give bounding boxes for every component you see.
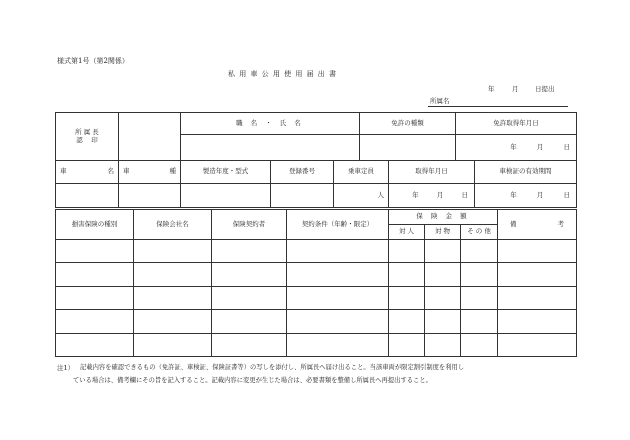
amount-person-cell[interactable] — [389, 310, 425, 334]
name-label: 名 — [107, 167, 114, 176]
remarks-cell[interactable] — [498, 240, 577, 263]
ins-holder-header: 保険契約者 — [212, 210, 287, 240]
amount-other-header: そ の 他 — [461, 225, 498, 240]
reg-no-header: 登録番号 — [271, 161, 334, 184]
table-row — [56, 334, 577, 357]
affiliation-label: 所属名 — [430, 97, 450, 105]
title-name-cell[interactable] — [181, 135, 360, 161]
amount-person-cell[interactable] — [389, 287, 425, 310]
ins-company-cell[interactable] — [134, 334, 212, 357]
remarks-header — [498, 210, 577, 240]
car-name-cell[interactable] — [56, 184, 119, 208]
remarks-char1: 備 — [510, 219, 517, 228]
ins-company-header: 保険会社名 — [134, 210, 212, 240]
insurance-table — [55, 209, 577, 357]
note-line-2: ている場合は、備考欄にその旨を記入すること。記載内容に変更が生じた場合は、必要書類を整備し所属長へ再提出すること。 — [73, 377, 432, 384]
car-type-cell[interactable] — [119, 184, 181, 208]
date-year-label: 年 — [488, 85, 495, 93]
remarks-char2: 考 — [557, 219, 565, 228]
acquired-month: 月 — [436, 190, 444, 199]
note-line-1: 記載内容を確認できるもの（免許証、車検証、保険証書等）の写しを添付し、所属長へ届け出ること。当該車両が限定割引制度を利用し — [80, 364, 465, 371]
ins-holder-cell[interactable] — [212, 240, 287, 263]
conditions-cell[interactable] — [287, 310, 389, 334]
amount-other-cell[interactable] — [461, 287, 498, 310]
license-day: 日 — [563, 142, 570, 151]
ins-company-cell[interactable] — [134, 287, 212, 310]
capacity-cell[interactable] — [334, 184, 389, 208]
ins-type-cell[interactable] — [56, 240, 134, 263]
ins-company-cell[interactable] — [134, 263, 212, 287]
amount-other-cell[interactable] — [461, 240, 498, 263]
personal-table — [55, 112, 577, 161]
ins-holder-cell[interactable] — [212, 310, 287, 334]
license-date-cell[interactable] — [456, 135, 577, 161]
amount-header: 保 険 金 額 — [389, 210, 498, 225]
acquired-day: 日 — [461, 190, 468, 199]
approval-header — [56, 113, 119, 161]
title-name-header: 職 名 ・ 氏 名 — [181, 113, 360, 135]
amount-person-cell[interactable] — [389, 263, 425, 287]
inspection-header: 車検証の有効期間 — [475, 161, 577, 184]
car-type-header — [119, 161, 181, 184]
ins-type-header: 損害保険の種別 — [56, 210, 134, 240]
ins-type-cell[interactable] — [56, 334, 134, 357]
license-date-header: 免許取得年月日 — [456, 113, 577, 135]
approval-seal-cell[interactable] — [119, 113, 181, 161]
inspection-month: 月 — [536, 190, 544, 199]
amount-person-cell[interactable] — [389, 334, 425, 357]
acquired-year: 年 — [412, 190, 419, 199]
form-code: 様式第1号（第2関係） — [57, 57, 129, 65]
conditions-cell[interactable] — [287, 287, 389, 310]
reg-no-cell[interactable] — [271, 184, 334, 208]
conditions-cell[interactable] — [287, 334, 389, 357]
car-label: 車 — [60, 167, 67, 176]
table-row — [56, 310, 577, 334]
inspection-year: 年 — [510, 190, 517, 199]
license-year: 年 — [510, 142, 517, 151]
date-month-label: 月 — [512, 85, 519, 93]
amount-property-cell[interactable] — [425, 240, 461, 263]
table-row — [56, 240, 577, 263]
license-type-cell[interactable] — [360, 135, 456, 161]
amount-person-header: 対 人 — [389, 225, 425, 240]
persons-unit: 人 — [377, 190, 384, 199]
remarks-cell[interactable] — [498, 287, 577, 310]
license-month: 月 — [536, 142, 544, 151]
acquired-date-cell[interactable] — [389, 184, 475, 208]
note-label: 注1） — [57, 364, 75, 372]
amount-person-cell[interactable] — [389, 240, 425, 263]
remarks-cell[interactable] — [498, 263, 577, 287]
remarks-cell[interactable] — [498, 334, 577, 357]
conditions-cell[interactable] — [287, 263, 389, 287]
remarks-cell[interactable] — [498, 310, 577, 334]
amount-other-cell[interactable] — [461, 334, 498, 357]
model-year-cell[interactable] — [181, 184, 271, 208]
model-year-header: 製造年度・型式 — [181, 161, 271, 184]
ins-type-cell[interactable] — [56, 263, 134, 287]
ins-type-cell[interactable] — [56, 310, 134, 334]
ins-type-cell[interactable] — [56, 287, 134, 310]
vehicle-table — [55, 160, 577, 208]
car-name-header — [56, 161, 119, 184]
amount-property-cell[interactable] — [425, 310, 461, 334]
inspection-day: 日 — [563, 190, 570, 199]
ins-holder-cell[interactable] — [212, 334, 287, 357]
affiliation-underline — [428, 106, 568, 107]
amount-property-cell[interactable] — [425, 334, 461, 357]
amount-property-header: 対 物 — [425, 225, 461, 240]
amount-property-cell[interactable] — [425, 287, 461, 310]
ins-holder-cell[interactable] — [212, 263, 287, 287]
acquired-date-header: 取得年月日 — [389, 161, 475, 184]
form-title: 私 用 車 公 用 使 用 届 出 書 — [228, 70, 338, 78]
ins-holder-cell[interactable] — [212, 287, 287, 310]
type-label: 種 — [169, 167, 176, 176]
inspection-cell[interactable] — [475, 184, 577, 208]
license-type-header: 免許の種類 — [360, 113, 456, 135]
ins-company-cell[interactable] — [134, 240, 212, 263]
date-submit-label: 日提出 — [535, 85, 555, 93]
table-row — [56, 263, 577, 287]
amount-other-cell[interactable] — [461, 310, 498, 334]
approval-line1: 所 属 長 — [75, 128, 99, 137]
amount-other-cell[interactable] — [461, 263, 498, 287]
conditions-cell[interactable] — [287, 240, 389, 263]
ins-company-cell[interactable] — [134, 310, 212, 334]
amount-property-cell[interactable] — [425, 263, 461, 287]
table-row — [56, 287, 577, 310]
conditions-header: 契約条件（年齢・限定） — [287, 210, 389, 240]
car-label-2: 車 — [123, 167, 130, 176]
approval-line2: 認 印 — [76, 135, 98, 144]
capacity-header: 乗車定員 — [334, 161, 389, 184]
